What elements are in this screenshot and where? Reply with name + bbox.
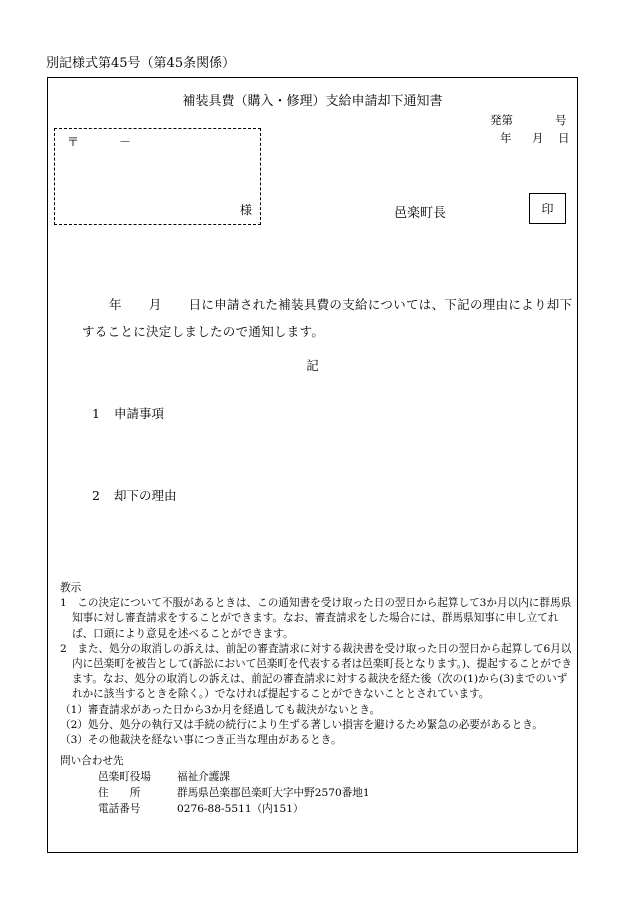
ki-heading: 記 <box>306 358 319 373</box>
contact-row <box>60 801 560 817</box>
instruction-item: 1 この決定について不服があるときは、この通知書を受け取った日の翌日から起算して3か月以内に群馬県知事に対し審査請求をすることができます。なお、審査請求をした場合には、群馬県知事に申し立てれば、口頭により意見を述べることができます。 <box>60 597 572 640</box>
issue-number-prefix: 発第 <box>490 113 513 127</box>
seal-box <box>529 193 566 224</box>
notice-body <box>82 291 572 345</box>
item-label: 却下の理由 <box>113 488 177 503</box>
contact-section <box>60 753 560 817</box>
instruction-subitem: （1）審査請求があった日から3か月を経過しても裁決がないとき。 <box>60 703 381 716</box>
instruction-subitem: （2）処分、処分の執行又は手続の続行により生ずる著しい損害を避けるため緊急の必要があるとき。 <box>60 718 544 731</box>
contact-value: 群馬県邑楽郡邑楽町大字中野2570番地1 <box>177 787 370 799</box>
instruction-item: 2 また、処分の取消しの訴えは、前記の審査請求に対する裁決書を受け取った日の翌日から起算して6月以内に邑楽町を被告として(訴訟において邑楽町を代表する者は邑楽町長となります。)、提起することができます。なお、処分の取消しの訴えは、前記の審査請求に対する裁決を経た後（次の(1)から(3)までのいずれかに該当するときを除く。）でなければ提起することができないこととされています。 <box>60 642 573 701</box>
contact-heading: 問い合わせ先 <box>60 755 124 767</box>
instruction-heading: 教示 <box>60 582 82 594</box>
contact-value: 福祉介護課 <box>177 771 230 783</box>
contact-label: 邑楽町役場 <box>98 771 151 783</box>
item-reason <box>92 486 176 504</box>
body-line2: することに決定しましたので通知します。 <box>82 324 325 339</box>
contact-label: 電話番号 <box>98 803 141 815</box>
issuer-mayor: 邑楽町長 <box>394 206 447 221</box>
issue-number-suffix: 号 <box>555 113 567 127</box>
body-line1: 日に申請された補装具費の支給については、下記の理由により却下 <box>188 297 573 312</box>
date-year: 年 <box>500 131 512 145</box>
form-label: 別記様式第45号（第45条関係） <box>46 56 236 71</box>
postal-mark: 〒 <box>67 135 80 149</box>
contact-value: 0276-88-5511（内151） <box>177 803 304 815</box>
date-day: 日 <box>558 131 570 145</box>
body-month: 月 <box>148 297 162 312</box>
seal-label: 印 <box>541 202 554 216</box>
postal-dash: － <box>119 135 132 149</box>
address-box <box>54 128 261 225</box>
item-number: 2 <box>92 488 100 503</box>
document-title: 補装具費（購入・修理）支給申請却下通知書 <box>182 94 443 109</box>
instruction-subitem: （3）その他裁決を経ない事につき正当な理由があるとき。 <box>60 734 342 747</box>
contact-row <box>60 769 560 785</box>
honorific-sama: 様 <box>239 203 252 217</box>
contact-label: 住 所 <box>98 787 141 799</box>
item-application <box>92 404 164 422</box>
document-frame <box>47 77 578 853</box>
item-number: 1 <box>92 406 100 421</box>
instruction-section <box>60 581 576 748</box>
body-year: 年 <box>109 297 122 312</box>
contact-row <box>60 785 560 801</box>
date-month: 月 <box>532 131 544 145</box>
item-label: 申請事項 <box>113 406 164 421</box>
